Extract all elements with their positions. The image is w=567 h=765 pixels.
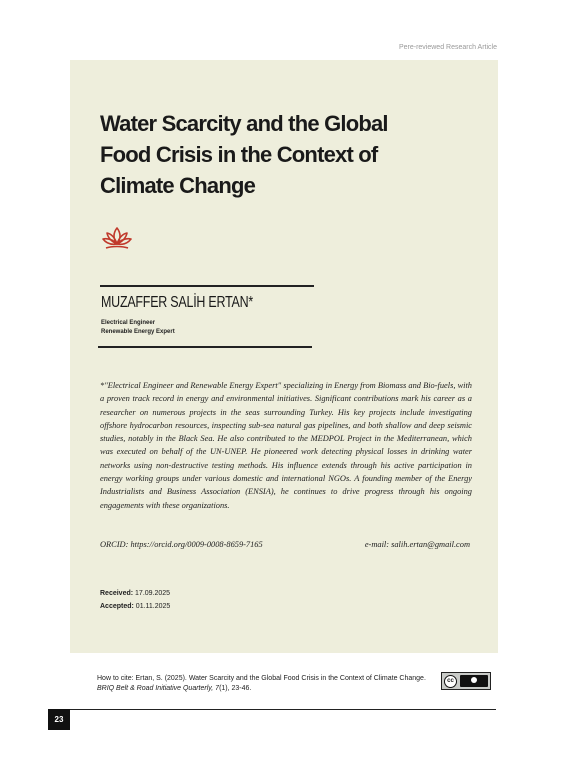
creative-commons-by-icon[interactable] [441,672,491,690]
citation-pages: (1), 23-46. [219,685,252,692]
cc-badge: cc [444,675,457,688]
author-role: Electrical Engineer [101,320,156,326]
email-link[interactable]: e-mail: salih.ertan@gmail.com [364,540,470,549]
accepted-date [100,603,170,610]
citation [97,674,437,694]
author-rule-top [100,285,314,287]
page-number: 23 [48,709,70,730]
orcid-link[interactable]: ORCID: https://orcid.org/0009-0008-8659-7165 [100,540,263,549]
citation-volume: 7 [215,685,220,692]
author-name: MUZAFFER SALİH ERTAN* [101,294,254,311]
received-date [100,590,170,597]
received-value: 17.09.2025 [135,590,171,597]
author-bio: *"Electrical Engineer and Renewable Energy Expert" specializing in Energy from Biomass and Bio-fuels, with a proven track record in energy and environmental initiatives. Significant contributions mark his career as a researcher on numerous projects in the seas surrounding Turkey. His key projects include investigating offshore hydrocarbon resources, inspecting sub-sea natural gas pipelines, and both shallow and deep seismic studies, notably in the Black Sea. He also contributed to the MEDPOL Project in the Mediterranean, which was executed on behalf of the UN-UNEP. He pioneered work detecting physical losses in drinking water networks using non-destructive testing methods. His influence extends through his active participation in energy working groups under various domestic and international NGOs. A founding member of the Energy Industrialists and Business Association (ENSIA), he continues to drive progress through his ongoing engagements with these organizations. [100,381,472,510]
cc-by-block [460,675,488,687]
article-type-tag: Pere-reviewed Research Article [398,44,497,51]
accepted-label: Accepted: [100,603,134,610]
footer-rule [48,709,496,710]
received-label: Received: [100,590,134,597]
lotus-icon [101,226,133,252]
citation-journal: BRIQ Belt & Road Initiative Quarterly, [97,685,214,692]
author-role: Renewable Energy Expert [101,329,175,335]
citation-text: How to cite: Ertan, S. (2025). Water Scarcity and the Global Food Crisis in the Context of Climate Change. [97,675,426,682]
author-rule-bottom [98,346,312,348]
accepted-value: 01.11.2025 [135,603,171,610]
article-title: Water Scarcity and the Global Food Crisis in the Context of Climate Change [100,111,388,198]
